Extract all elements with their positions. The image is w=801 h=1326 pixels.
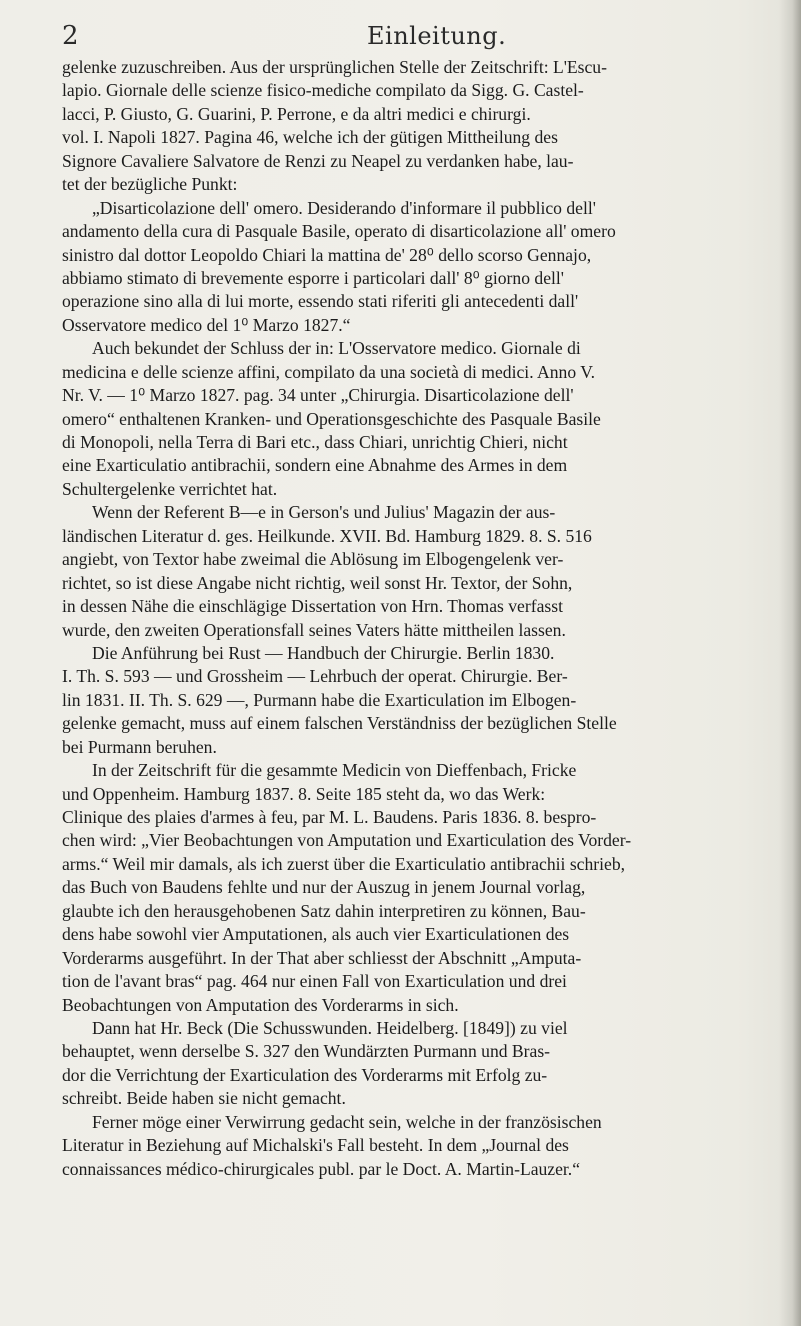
text-line: medicina e delle scienze affini, compilato da una società di medici. Anno V.	[62, 361, 596, 382]
text-line: sinistro dal dottor Leopoldo Chiari la mattina de' 28⁰ dello scorso Gennajo,	[62, 244, 592, 265]
page-number: 2	[62, 21, 79, 51]
text-line: „Disarticolazione dell' omero. Desiderando d'informare il pubblico dell'	[92, 197, 596, 218]
text-line: Osservatore medico del 1⁰ Marzo 1827.“	[62, 314, 351, 335]
text-line: Vorderarms ausgeführt. In der That aber schliesst der Abschnitt „Amputa-	[62, 947, 582, 968]
text-line: omero“ enthaltenen Kranken- und Operationsgeschichte des Pasquale Basile	[62, 408, 601, 429]
text-line: andamento della cura di Pasquale Basile, operato di disarticolazione all' omero	[62, 221, 616, 242]
text-line: I. Th. S. 593 — und Grossheim — Lehrbuch der operat. Chirurgie. Ber-	[62, 666, 568, 687]
text-line: behauptet, wenn derselbe S. 327 den Wundärzten Purmann und Bras-	[62, 1041, 551, 1062]
body-text	[62, 56, 769, 1181]
text-line: Beobachtungen von Amputation des Vorderarms in sich.	[62, 994, 459, 1015]
text-line: lapio. Giornale delle scienze fisico-mediche compilato da Sigg. G. Castel-	[62, 80, 584, 101]
text-line: Schultergelenke verrichtet hat.	[62, 478, 278, 499]
text-line: Nr. V. — 1⁰ Marzo 1827. pag. 34 unter „Chirurgia. Disarticolazione dell'	[62, 385, 574, 406]
text-line: vol. I. Napoli 1827. Pagina 46, welche ich der gütigen Mittheilung des	[62, 127, 558, 148]
text-line: chen wird: „Vier Beobachtungen von Amputation und Exarticulation des Vorder-	[62, 830, 632, 851]
text-line: dor die Verrichtung der Exarticulation des Vorderarms mit Erfolg zu-	[62, 1064, 548, 1085]
running-title: Einleitung.	[367, 22, 507, 50]
text-line: Ferner möge einer Verwirrung gedacht sein, welche in der französischen	[92, 1111, 602, 1132]
text-line: arms.“ Weil mir damals, als ich zuerst über die Exarticulatio antibrachii schrieb,	[62, 853, 626, 874]
text-line: Wenn der Referent B—e in Gerson's und Julius' Magazin der aus-	[92, 502, 556, 523]
text-line: wurde, den zweiten Operationsfall seines Vaters hätte mittheilen lassen.	[62, 619, 566, 640]
text-line: Dann hat Hr. Beck (Die Schusswunden. Heidelberg. [1849]) zu viel	[92, 1017, 568, 1038]
text-line: ländischen Literatur d. ges. Heilkunde. XVII. Bd. Hamburg 1829. 8. S. 516	[62, 525, 592, 546]
text-line: Signore Cavaliere Salvatore de Renzi zu Neapel zu verdanken habe, lau-	[62, 150, 574, 171]
text-line: lacci, P. Giusto, G. Guarini, P. Perrone, e da altri medici e chirurgi.	[62, 103, 531, 124]
text-line: angiebt, von Textor habe zweimal die Ablösung im Elbogengelenk ver-	[62, 549, 564, 570]
text-line: glaubte ich den herausgehobenen Satz dahin interpretiren zu können, Bau-	[62, 900, 586, 921]
page-edge-shadow	[779, 0, 801, 1326]
text-line: in dessen Nähe die einschlägige Dissertation von Hrn. Thomas verfasst	[62, 596, 563, 617]
text-line: Die Anführung bei Rust — Handbuch der Chirurgie. Berlin 1830.	[92, 642, 555, 663]
text-line: Literatur in Beziehung auf Michalski's Fall besteht. In dem „Journal des	[62, 1135, 569, 1156]
text-line: abbiamo stimato di brevemente esporre i particolari dall' 8⁰ giorno dell'	[62, 267, 564, 288]
text-line: connaissances médico-chirurgicales publ. par le Doct. A. Martin-Lauzer.“	[62, 1158, 581, 1179]
text-line: richtet, so ist diese Angabe nicht richtig, weil sonst Hr. Textor, der Sohn,	[62, 572, 573, 593]
text-line: bei Purmann beruhen.	[62, 736, 217, 757]
page-header	[62, 18, 762, 54]
text-line: In der Zeitschrift für die gesammte Medicin von Dieffenbach, Fricke	[92, 760, 577, 781]
text-line: eine Exarticulatio antibrachii, sondern eine Abnahme des Armes in dem	[62, 455, 568, 476]
text-line: das Buch von Baudens fehlte und nur der Auszug in jenem Journal vorlag,	[62, 877, 586, 898]
text-line: Clinique des plaies d'armes à feu, par M. L. Baudens. Paris 1836. 8. bespro-	[62, 807, 597, 827]
text-line: gelenke zuzuschreiben. Aus der ursprünglichen Stelle der Zeitschrift: L'Escu-	[62, 57, 607, 77]
text-line: operazione sino alla di lui morte, essendo stati riferiti gli antecedenti dall'	[62, 291, 579, 312]
text-line: tion de l'avant bras“ pag. 464 nur einen Fall von Exarticulation und drei	[62, 971, 567, 992]
text-line: tet der bezügliche Punkt:	[62, 174, 238, 195]
text-line: und Oppenheim. Hamburg 1837. 8. Seite 185 steht da, wo das Werk:	[62, 783, 546, 804]
text-line: gelenke gemacht, muss auf einem falschen Verständniss der bezüglichen Stelle	[62, 713, 617, 734]
text-line: schreibt. Beide haben sie nicht gemacht.	[62, 1088, 346, 1109]
text-line: dens habe sowohl vier Amputationen, als auch vier Exarticulationen des	[62, 924, 570, 945]
text-line: Auch bekundet der Schluss der in: L'Osservatore medico. Giornale di	[92, 338, 581, 359]
text-line: di Monopoli, nella Terra di Bari etc., dass Chiari, unrichtig Chieri, nicht	[62, 432, 568, 452]
text-line: lin 1831. II. Th. S. 629 —, Purmann habe die Exarticulation im Elbogen-	[62, 689, 577, 710]
